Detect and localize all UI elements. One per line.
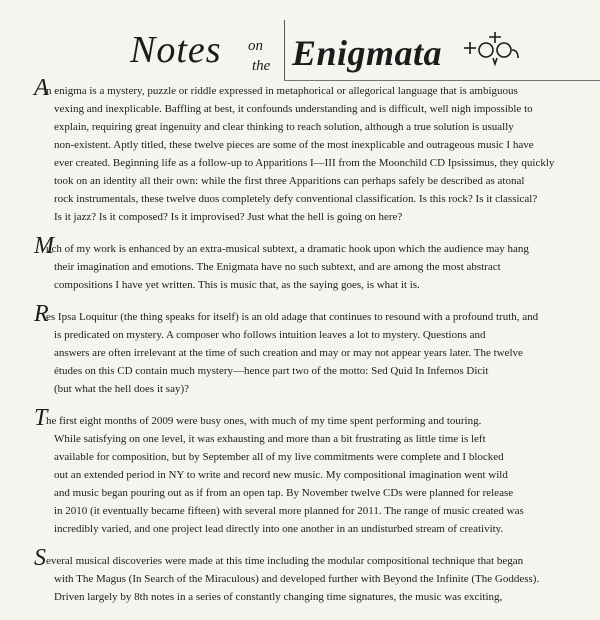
text-line: with The Magus (In Search of the Miraculous) and developed further with Beyond the Infinite (The Goddess). (54, 573, 540, 585)
text-line: Is it jazz? Is it composed? Is it improvised? Just what the hell is going on here? (54, 211, 403, 223)
text-line: incredibly varied, and one project lead directly into one another in an undisturbed stream of creativity. (54, 523, 504, 535)
text-line: rock instrumentals, these twelve duos completely defy conventional classification. Is this rock? Is it classical? (54, 193, 538, 205)
text-line: in 2010 (it eventually became fifteen) with several more planned for 2011. The range of music created was (54, 505, 524, 517)
text-line: explain, requiring great ingenuity and clear thinking to reach solution, although a true solution is usually (54, 121, 514, 133)
text-line: (but what the hell does it say)? (54, 383, 190, 395)
title-the: the (252, 58, 271, 74)
text-line: n enigma is a mystery, puzzle or riddle expressed in metaphorical or allegorical language that is ambiguous (46, 85, 518, 97)
text-line: non-existent. Aptly titled, these twelve pieces are some of the most inexplicable and outrageous music I have (54, 139, 534, 151)
text-line: ever created. Beginning life as a follow-up to Apparitions I—III from the Moonchild CD Ipsissimus, they quickly (54, 157, 555, 169)
dropcap: T (34, 405, 48, 431)
text-line: es Ipsa Loquitur (the thing speaks for itself) is an old adage that continues to resound with a profound truth, and (46, 311, 539, 323)
text-line: compositions I have yet written. This is music that, as the saying goes, is what it is. (54, 279, 420, 291)
title-notes: Notes (130, 29, 222, 71)
header (0, 12, 600, 82)
text-line: available for composition, but by September all of my live commitments were complete and I blocked (54, 451, 504, 463)
text-line: While satisfying on one level, it was exhausting and more than a bit frustrating as little time is left (54, 433, 486, 445)
text-line: uch of my work is enhanced by an extra-musical subtext, a dramatic hook upon which the audience may hang (46, 243, 529, 255)
paragraph-1 (34, 75, 559, 226)
dropcap: M (34, 233, 54, 259)
text-line: answers are often irrelevant at the time of such creation and may or may not appear years later. The twelve (54, 347, 523, 359)
text-line: Driven largely by 8th notes in a series of constantly changing time signatures, the music was exciting, (54, 591, 503, 603)
dropcap: S (34, 545, 46, 571)
paragraph-4 (34, 405, 559, 538)
paragraph-2 (34, 233, 559, 294)
notes-body (0, 75, 600, 620)
text-line: took on an identity all their own: while the first three Apparitions can perhaps safely be described as atonal (54, 175, 525, 187)
text-line: études on this CD contain much mystery—hence part two of the motto: Sed Quid In Infernos Dicit (54, 365, 489, 377)
title-on: on (248, 38, 263, 54)
text-line: everal musical discoveries were made at this time including the modular compositional technique that began (46, 555, 524, 567)
header-vertical-rule (284, 20, 285, 80)
dropcap: R (34, 301, 49, 327)
sigil-icon (462, 24, 522, 68)
paragraph-3 (34, 301, 559, 398)
title-enigmata: Enigmata (292, 33, 443, 73)
paragraph-5 (34, 545, 559, 606)
text-line: and music began pouring out as if from an open tap. By November twelve CDs were planned for release (54, 487, 514, 499)
text-line: out an extended period in NY to write and record new music. My compositional imagination went wild (54, 469, 508, 481)
text-line: is predicated on mystery. A composer who follows intuition leaves a lot to mystery. Questions and (54, 329, 486, 341)
text-line: their imagination and emotions. The Enigmata have no such subtext, and are among the most abstract (54, 261, 501, 273)
dropcap: A (34, 75, 49, 101)
header-horizontal-rule (284, 80, 600, 81)
text-line: he first eight months of 2009 were busy ones, with much of my time spent performing and touring. (46, 415, 482, 427)
text-line: vexing and inexplicable. Baffling at best, it confounds understanding and is difficult, well nigh impossible to (54, 103, 533, 115)
